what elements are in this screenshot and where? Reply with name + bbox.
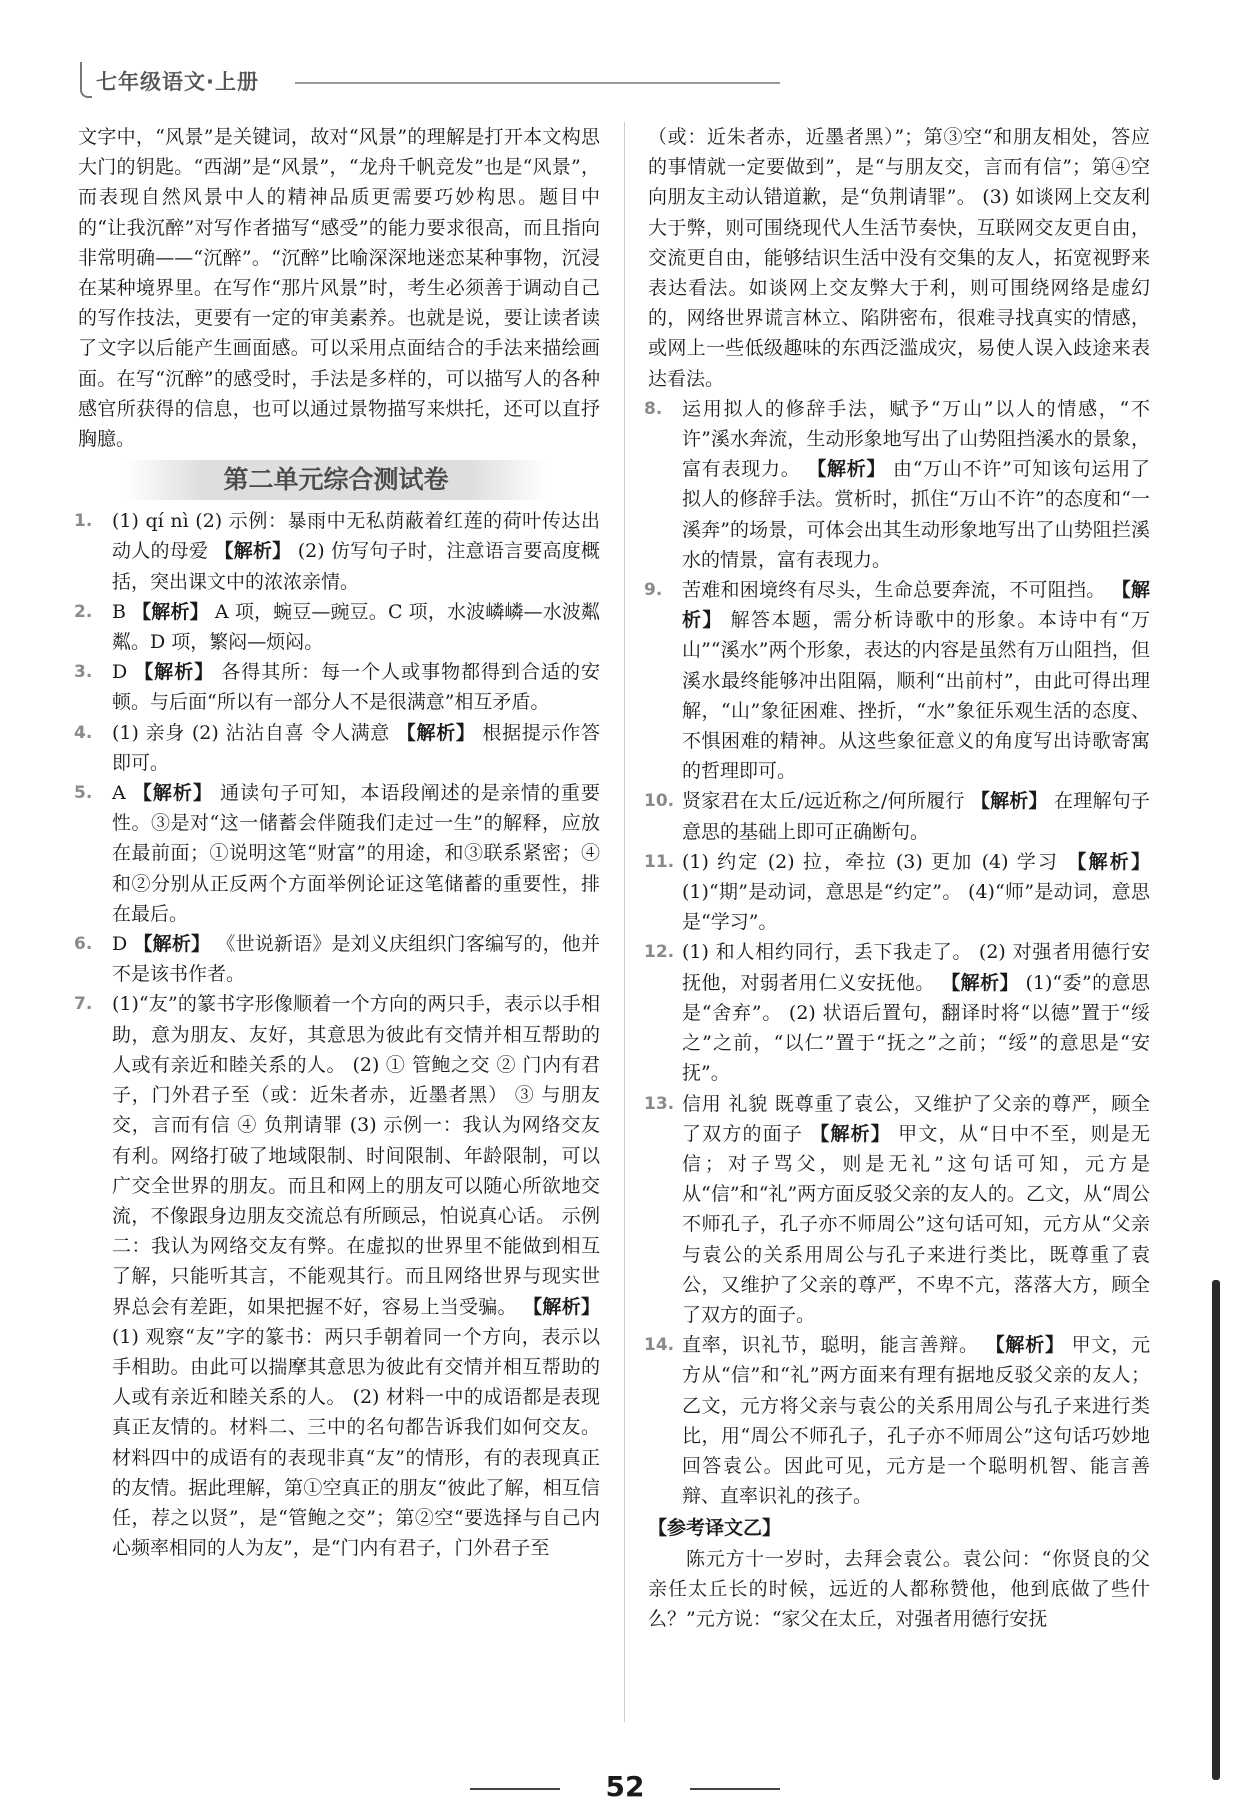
answer-text: (1) 和人相约同行，丢下我走了。 (2) 对强者用德行安抚他，对弱者用仁义安抚他。 【解析】 (1)“委”的意思是“舍弃”。 (2) 状语后置句，翻译时将“以德”置于“绥之”之前，“以仁”置于“抚之”之前；“绥”的意思是“安抚”。 — [682, 941, 1150, 1085]
answer-item — [644, 1089, 1150, 1331]
footer-rule-right — [690, 1788, 780, 1790]
answer-number: 3. — [74, 662, 93, 683]
analysis-tag: 【解析】 — [396, 721, 476, 744]
answer-text: (1) 约定 (2) 拉，牵拉 (3) 更加 (4) 学习 【解析】 (1)“期”是动词，意思是“约定”。 (4)“师”是动词，意思是“学习”。 — [682, 850, 1150, 934]
answer-item — [74, 989, 600, 1563]
answer-text: 信用 礼貌 既尊重了袁公，又维护了父亲的尊严，顾全了双方的面子 【解析】 甲文，从“日中不至，则是无信；对子骂父，则是无礼”这句话可知，元方是从“信”和“礼”两方面反驳父亲的友人的。乙文，从“周公不师孔子，孔子亦不师周公”这句话可知，元方从“父亲与袁公的关系用周公与孔子来进行类比，既尊重了袁公，又维护了父亲的尊严，不卑不亢，落落大方，顾全了双方的面子。 — [682, 1092, 1150, 1326]
answer-number: 8. — [644, 398, 663, 419]
answer-text: A 【解析】 通读句子可知，本语段阐述的是亲情的重要性。③是对“这一储蓄会伴随我们走过一生”的解释，应放在最前面；①说明这笔“财富”的用途，和③联系紧密；④和②分别从正反两个方面举例论证这笔储蓄的重要性，排在最后。 — [112, 782, 600, 925]
page-number: 52 — [605, 1770, 645, 1803]
answer-number: 1. — [74, 511, 93, 532]
answer-item — [74, 597, 600, 657]
answer-number: 5. — [74, 783, 93, 804]
analysis-tag: 【解析】 — [214, 540, 292, 563]
analysis-tag: 【解析】 — [985, 1334, 1065, 1357]
answer-item — [74, 657, 600, 717]
answer-item — [74, 929, 600, 989]
answer-text: D 【解析】 各得其所：每一个人或事物都得到合适的安顿。与后面“所以有一部分人不是很满意”相互矛盾。 — [112, 661, 600, 714]
answer-item — [74, 506, 600, 597]
answer-number: 7. — [74, 994, 93, 1015]
analysis-tag: 【解析】 — [523, 1295, 600, 1318]
answer-item — [644, 575, 1150, 786]
answer-item — [644, 847, 1150, 938]
left-intro-paragraph: 文字中，“风景”是关键词，故对“风景”的理解是打开本文构思大门的钥匙。“西湖”是“风景”，“龙舟千帆竞发”也是“风景”，而表现自然风景中人的精神品质更需要巧妙构思。题目中的“让我沉醉”对写作者描写“感受”的能力要求很高，而且指向非常明确——“沉醉”。“沉醉”比喻深深地迷恋某种事物，沉浸在某种境界里。在写作“那片风景”时，考生必须善于调动自己的写作技法，更要有一定的审美素养。也就是说，要让读者读了文字以后能产生画面感。可以采用点面结合的手法来描绘画面。在写“沉醉”的感受时，手法是多样的，可以描写人的各种感官所获得的信息，也可以通过景物描写来烘托，还可以直抒胸臆。 — [78, 126, 600, 451]
answer-text: (1) 亲身 (2) 沾沾自喜 令人满意 【解析】 根据提示作答即可。 — [112, 721, 600, 774]
answer-item — [644, 786, 1150, 846]
answer-text: 运用拟人的修辞手法，赋予“万山”以人的情感，“不许”溪水奔流，生动形象地写出了山势阻挡溪水的景象，富有表现力。 【解析】 由“万山不许”可知该句运用了拟人的修辞手法。赏析时，抓住“万山不许”的态度和“一溪奔”的场景，可体会出其生动形象地写出了山势阻拦溪水的情景，富有表现力。 — [682, 397, 1150, 571]
analysis-tag: 【解析】 — [1067, 850, 1150, 873]
answer-text: D 【解析】 《世说新语》是刘义庆组织门客编写的，他并不是该书作者。 — [112, 933, 600, 986]
answer-item — [644, 394, 1150, 575]
analysis-tag: 【解析】 — [133, 933, 211, 956]
answer-number: 9. — [644, 580, 663, 601]
answer-number: 6. — [74, 934, 93, 955]
analysis-tag: 【解析】 — [810, 1122, 891, 1145]
answer-item — [74, 778, 600, 929]
analysis-tag: 【解析】 — [682, 579, 1150, 632]
answer-text: 直率，识礼节，聪明，能言善辩。 【解析】 甲文，元方从“信”和“礼”两方面来有理有据地反驳父亲的友人；乙文，元方将父亲与袁公的关系用周公与孔子来进行类比，用“周公不师孔子，孔子亦不师周公”这句话巧妙地回答袁公。因此可见，元方是一个聪明机智、能言善辩、直率识礼的孩子。 — [682, 1334, 1150, 1508]
section-title: 第二单元综合测试卷 — [126, 460, 546, 500]
answer-item — [644, 1330, 1150, 1511]
answer-number: 4. — [74, 722, 93, 743]
answer-item — [644, 937, 1150, 1088]
analysis-tag: 【解析】 — [132, 782, 214, 805]
left-answer-list — [74, 506, 600, 1563]
answer-text: 苦难和困境终有尽头，生命总要奔流，不可阻挡。 【解析】 解答本题，需分析诗歌中的形象。本诗中有“万山”“溪水”两个形象，表达的内容是虽然有万山阻挡，但溪水最终能够冲出阻隔，顺利“出前村”，由此可得出理解，“山”象征困难、挫折，“水”象征乐观生活的态度、不惧困难的精神。从这些象征意义的角度写出诗歌寄寓的哲理即可。 — [682, 579, 1150, 783]
scan-edge-mark — [1212, 1280, 1220, 1780]
answer-number: 2. — [74, 601, 93, 622]
answer-number: 10. — [644, 791, 675, 812]
header-rule — [295, 82, 780, 84]
analysis-tag: 【解析】 — [807, 458, 887, 481]
header-bracket — [80, 62, 92, 98]
answer-number: 14. — [644, 1335, 675, 1356]
answer-number: 13. — [644, 1093, 675, 1114]
answer-text: 贤家君在太丘/远近称之/何所履行 【解析】 在理解句子意思的基础上即可正确断句。 — [682, 790, 1150, 843]
answer-text: B 【解析】 A 项，蜿豆—豌豆。C 项，水波嶙嶙—水波粼粼。D 项，繁闷—烦闷。 — [112, 600, 600, 654]
left-column — [74, 122, 600, 1563]
analysis-tag: 【解析】 — [941, 971, 1019, 994]
analysis-tag: 【解析】 — [134, 661, 215, 684]
answer-number: 12. — [644, 942, 675, 963]
analysis-tag: 【解析】 — [970, 790, 1048, 813]
answer-number: 11. — [644, 851, 675, 872]
answer-item — [74, 718, 600, 778]
right-intro-paragraph: （或：近朱者赤，近墨者黑）”；第③空“和朋友相处，答应的事情就一定要做到”，是“与朋友交，言而有信”；第④空向朋友主动认错道歉，是“负荆请罪”。 (3) 如谈网上交友利大于弊，则可围绕现代人生活节奏快，互联网交友更自由，交流更自由，能够结识生活中没有交集的友人，拓宽视野来表达看法。如谈网上交友弊大于利，则可围绕网络是虚幻的，网络世界谎言林立、陷阱密布，很难寻找真实的情感，或网上一些低级趣味的东西泛滥成灾，易使人误入歧途来表达看法。 — [648, 126, 1150, 390]
footer-rule-left — [470, 1788, 560, 1790]
header-title: 七年级语文·上册 — [96, 70, 259, 94]
column-divider — [624, 122, 625, 1722]
analysis-tag: 【解析】 — [132, 600, 209, 623]
page-header — [80, 58, 780, 100]
answer-text: (1) qí nì (2) 示例：暴雨中无私荫蔽着红莲的荷叶传达出动人的母爱 【解析】 (2) 仿写句子时，注意语言要高度概括，突出课文中的浓浓亲情。 — [112, 510, 600, 593]
answer-text: (1)“友”的篆书字形像顺着一个方向的两只手，表示以手相助，意为朋友、友好，其意思为彼此有交情并相互帮助的人或有亲近和睦关系的人。 (2) ① 管鲍之交 ② 门内有君子，门外君子至（或：近朱者赤，近墨者黑） ③ 与朋友交，言而有信 ④ 负荆请罪 (3) 示例一：我认为网络交友有利。网络打破了地域限制、时间限制、年龄限制，可以广交全世界的朋友。而且和网上的朋友可以随心所欲地交流，不像跟身边朋友交流总有所顾忌，怕说真心话。 示例二：我认为网络交友有弊。在虚拟的世界里不能做到相互了解，只能听其言，不能观其行。而且网络世界与现实世界总会有差距，如果把握不好，容易上当受骗。 【解析】 (1) 观察“友”字的篆书：两只手朝着同一个方向，表示以手相助。由此可以揣摩其意思为彼此有交情并相互帮助的人或有亲近和睦关系的人。 (2) 材料一中的成语都是表现真正友情的。材料二、三中的名句都告诉我们如何交友。材料四中的成语有的表现非真“友”的情形，有的表现真正的友情。据此理解，第①空真正的朋友“彼此了解，相互信任，荐之以贤”，是“管鲍之交”；第②空“要选择与自己内心频率相同的人为友”，是“门内有君子，门外君子至 — [112, 993, 600, 1560]
reference-text: 陈元方十一岁时，去拜会袁公。袁公问：“你贤良的父亲任太丘长的时候，远近的人都称赞他，他到底做了些什么？”元方说：“家父在太丘，对强者用德行安抚 — [648, 1547, 1150, 1630]
page-footer — [0, 1770, 1250, 1806]
reference-title: 【参考译文乙】 — [648, 1517, 782, 1540]
right-column — [644, 122, 1150, 1634]
right-answer-list — [644, 394, 1150, 1512]
